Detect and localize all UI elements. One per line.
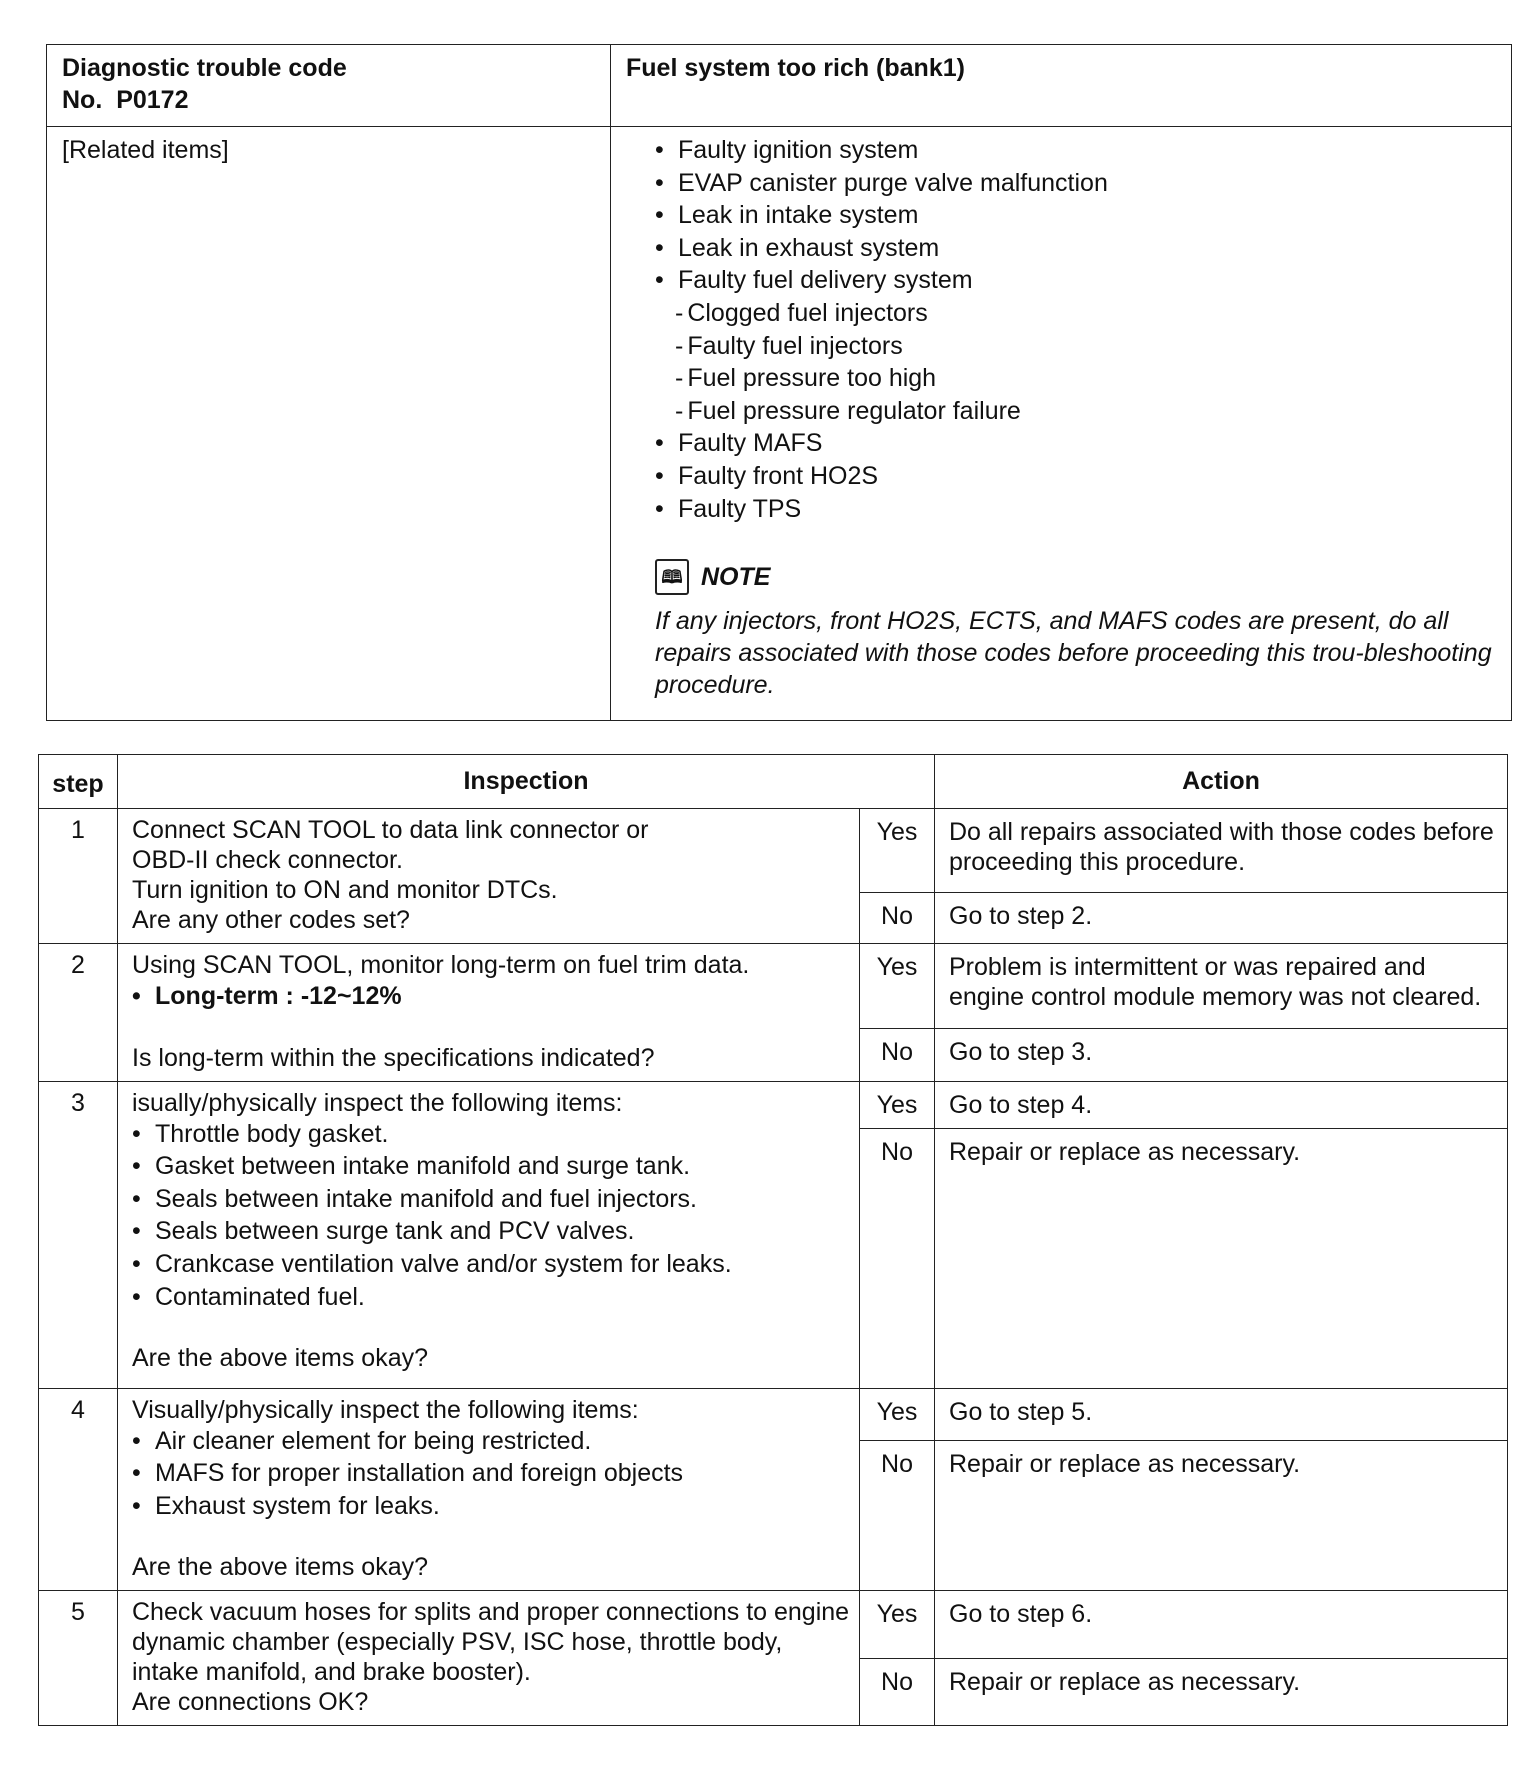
step-inspection xyxy=(118,1081,860,1388)
related-item: • Faulty front HO2S xyxy=(655,460,1501,493)
yes-label: Yes xyxy=(860,1388,935,1441)
related-item: • Leak in exhaust system xyxy=(655,232,1501,265)
related-item: • Faulty fuel delivery system xyxy=(655,264,1501,297)
related-subitem-text: Clogged fuel injectors xyxy=(687,298,928,327)
step-inspection xyxy=(118,1591,860,1726)
step-row xyxy=(39,1591,1508,1659)
inspection-item: • MAFS for proper installation and foreign objects xyxy=(132,1457,851,1490)
step-inspection xyxy=(118,1388,860,1591)
yes-action: Go to step 5. xyxy=(935,1388,1508,1441)
inspection-item: • Seals between intake manifold and fuel injectors. xyxy=(132,1183,851,1216)
inspection-line: Check vacuum hoses for splits and proper connections to engine dynamic chamber (especially PSV, ISC hose, throttle body, intake manifold, and brake booster). xyxy=(132,1598,850,1687)
steps-header-row xyxy=(39,755,1508,809)
yes-label: Yes xyxy=(860,944,935,1029)
step-row xyxy=(39,944,1508,1029)
step-row xyxy=(39,809,1508,893)
dtc-header-table xyxy=(46,44,1512,721)
related-subitem xyxy=(655,330,1501,363)
related-item: • Leak in intake system xyxy=(655,199,1501,232)
related-subitem xyxy=(655,395,1501,428)
dtc-label-cell xyxy=(47,45,611,127)
yes-label: Yes xyxy=(860,1081,935,1128)
step-number: 4 xyxy=(39,1388,118,1591)
yes-action: Go to step 6. xyxy=(935,1591,1508,1659)
inspection-list xyxy=(132,1118,851,1314)
no-label: No xyxy=(860,1029,935,1081)
steps-table xyxy=(38,754,1508,1726)
no-label: No xyxy=(860,1128,935,1388)
no-action: Repair or replace as necessary. xyxy=(935,1658,1508,1726)
no-action: Repair or replace as necessary. xyxy=(935,1128,1508,1388)
spacer xyxy=(132,1313,851,1343)
inspection-item: • Gasket between intake manifold and surge tank. xyxy=(132,1150,851,1183)
steps-body xyxy=(39,809,1508,1726)
inspection-item: • Exhaust system for leaks. xyxy=(132,1490,851,1523)
no-label: No xyxy=(860,1441,935,1591)
note-text: If any injectors, front HO2S, ECTS, and MAFS codes are present, do all repairs associated with those codes before proceeding this trou-bleshooting procedure. xyxy=(655,607,1492,700)
dtc-code: P0172 xyxy=(116,86,189,114)
step-row xyxy=(39,1388,1508,1441)
note-heading xyxy=(655,559,1501,595)
dash-marker: - xyxy=(675,331,684,360)
note-title: NOTE xyxy=(701,563,771,592)
dtc-number: No. P0172 xyxy=(62,86,189,114)
inspection-line: Connect SCAN TOOL to data link connector or xyxy=(132,816,649,844)
note-block xyxy=(655,559,1501,701)
spec-list xyxy=(132,980,851,1013)
dash-marker: - xyxy=(675,298,684,327)
yes-action: Go to step 4. xyxy=(935,1081,1508,1128)
spec-item: • Long-term : -12~12% xyxy=(132,980,851,1013)
no-label: No xyxy=(860,1658,935,1726)
inspection-question: Is long-term within the specifications indicated? xyxy=(132,1043,655,1072)
related-subitem-text: Fuel pressure too high xyxy=(687,364,937,393)
inspection-list xyxy=(132,1425,851,1523)
inspection-line: Using SCAN TOOL, monitor long-term on fuel trim data. xyxy=(132,951,750,979)
dash-marker: - xyxy=(675,396,684,425)
related-items-label: [Related items] xyxy=(62,136,229,164)
inspection-line: Turn ignition to ON and monitor DTCs. xyxy=(132,876,558,904)
inspection-item: • Contaminated fuel. xyxy=(132,1281,851,1314)
step-number: 3 xyxy=(39,1081,118,1388)
inspection-question: Are the above items okay? xyxy=(132,1553,428,1582)
related-subitem xyxy=(655,362,1501,395)
related-subitem-text: Faulty fuel injectors xyxy=(687,331,903,360)
related-subitem-text: Fuel pressure regulator failure xyxy=(687,396,1021,425)
step-number: 5 xyxy=(39,1591,118,1726)
dtc-label: Diagnostic trouble code xyxy=(62,54,347,82)
inspection-item: • Air cleaner element for being restricted. xyxy=(132,1425,851,1458)
inspection-line: isually/physically inspect the following items: xyxy=(132,1088,623,1117)
step-inspection xyxy=(118,809,860,944)
book-icon: 🕮 xyxy=(655,559,689,595)
inspection-item: • Seals between surge tank and PCV valves. xyxy=(132,1215,851,1248)
col-step: step xyxy=(39,755,118,809)
step-row xyxy=(39,1081,1508,1128)
spacer xyxy=(132,1522,851,1552)
yes-label: Yes xyxy=(860,1591,935,1659)
yes-label: Yes xyxy=(860,809,935,893)
related-items-list xyxy=(655,134,1501,525)
inspection-question: Are the above items okay? xyxy=(132,1344,428,1373)
step-inspection xyxy=(118,944,860,1082)
related-item: • Faulty MAFS xyxy=(655,427,1501,460)
col-action: Action xyxy=(935,755,1508,809)
step-number: 1 xyxy=(39,809,118,944)
inspection-line: Are any other codes set? xyxy=(132,906,410,934)
no-action: Go to step 2. xyxy=(935,892,1508,943)
dtc-title: Fuel system too rich (bank1) xyxy=(626,54,965,82)
spacer xyxy=(132,1013,851,1043)
yes-action: Problem is intermittent or was repaired and engine control module memory was not cleared. xyxy=(935,944,1508,1029)
related-items-cell xyxy=(611,127,1512,721)
related-item: • EVAP canister purge valve malfunction xyxy=(655,167,1501,200)
related-items-label-cell xyxy=(47,127,611,721)
step-number: 2 xyxy=(39,944,118,1082)
related-item: • Faulty TPS xyxy=(655,493,1501,526)
related-item: • Faulty ignition system xyxy=(655,134,1501,167)
inspection-item: • Throttle body gasket. xyxy=(132,1118,851,1151)
no-action: Repair or replace as necessary. xyxy=(935,1441,1508,1591)
inspection-line: Are connections OK? xyxy=(132,1688,369,1717)
no-label: No xyxy=(860,892,935,943)
inspection-line: Visually/physically inspect the following items: xyxy=(132,1395,639,1424)
dtc-title-cell xyxy=(611,45,1512,127)
related-subitem xyxy=(655,297,1501,330)
yes-action: Do all repairs associated with those codes before proceeding this procedure. xyxy=(935,809,1508,893)
inspection-item: • Crankcase ventilation valve and/or system for leaks. xyxy=(132,1248,851,1281)
inspection-line: OBD-II check connector. xyxy=(132,846,403,874)
col-inspection: Inspection xyxy=(118,755,935,809)
dash-marker: - xyxy=(675,364,684,393)
no-action: Go to step 3. xyxy=(935,1029,1508,1081)
